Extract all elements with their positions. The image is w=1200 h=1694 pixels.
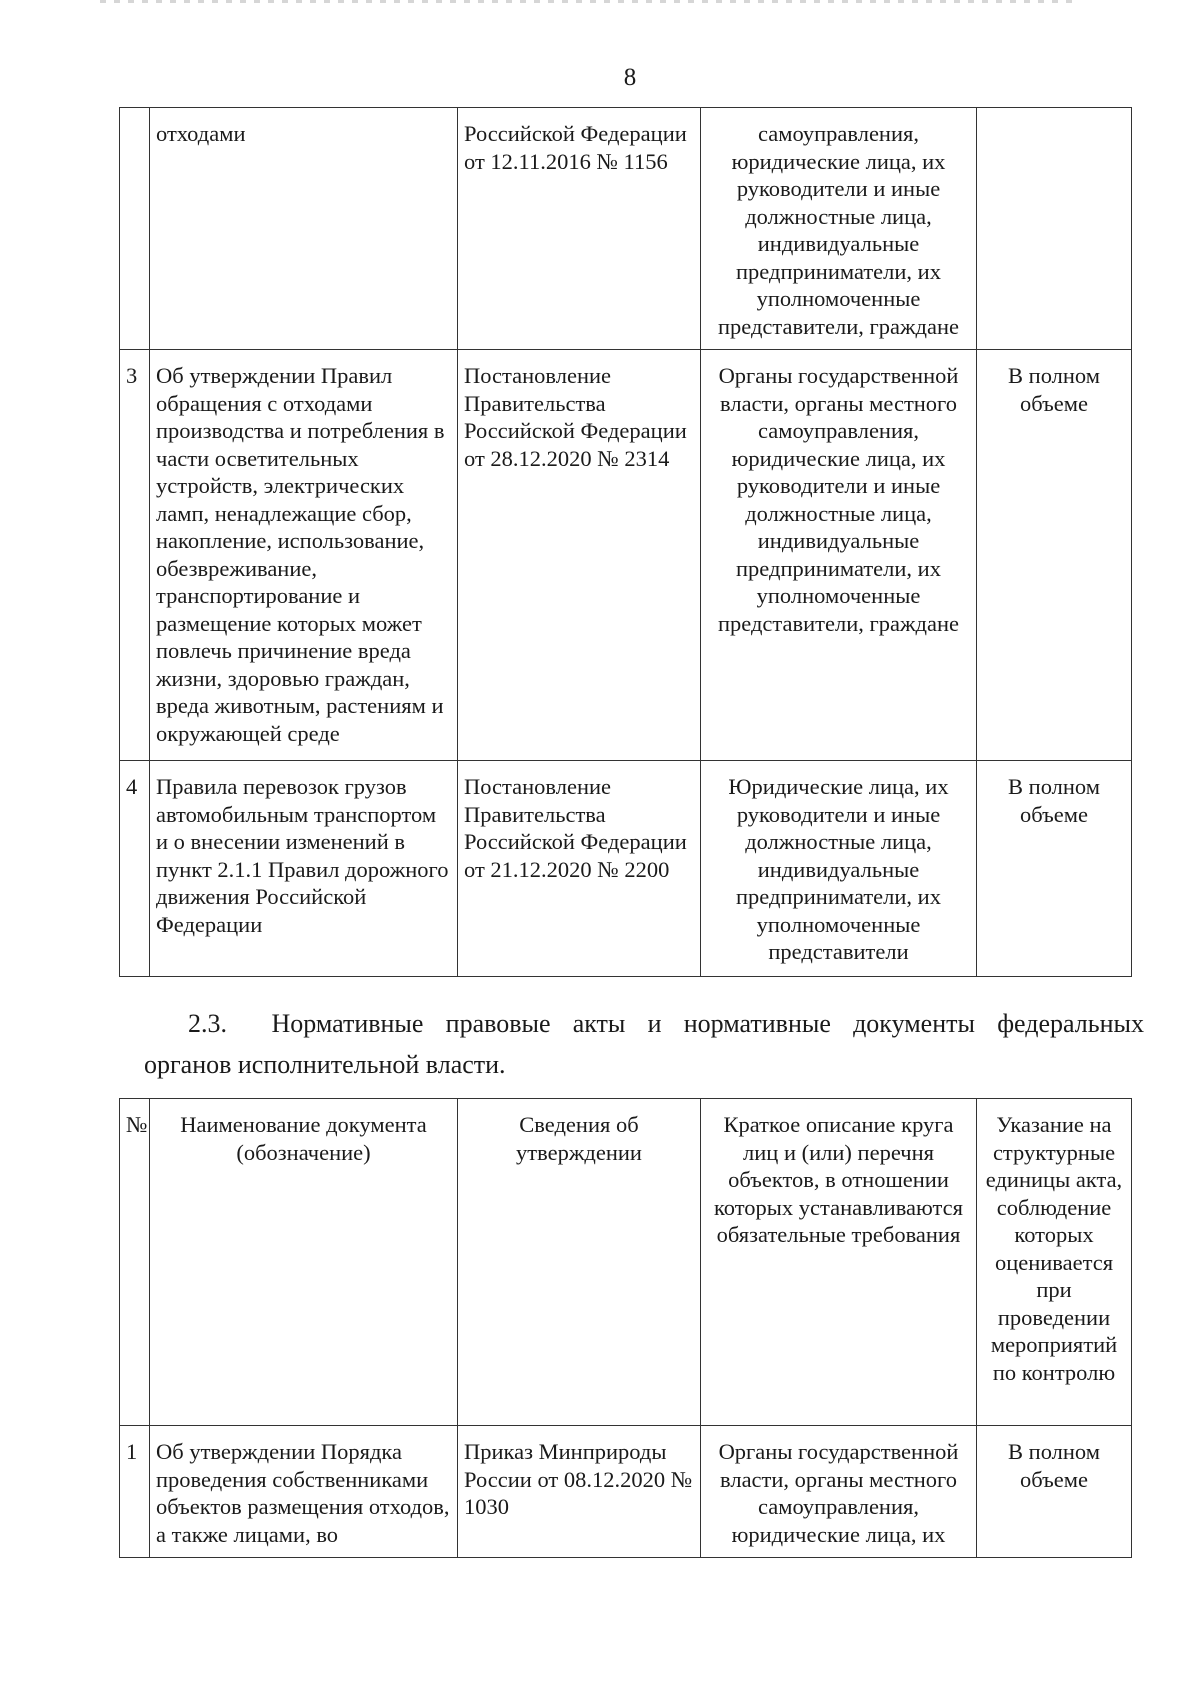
section-heading: [144, 1003, 1144, 1085]
structural-units: [977, 108, 1132, 350]
document-name: отходами: [150, 108, 458, 350]
document-name: Об утверждении Правил обращения с отходами производства и потребления в части осветительных устройств, электрических ламп, ненадлежащие сбор, накопление, использование, обезвреживание, транспортирование и размещение которых может повлечь причинение вреда жизни, здоровью граждан, вреда животным, растениям и окружающей среде: [150, 350, 458, 761]
table-row: [120, 1426, 1132, 1558]
page-number: 8: [623, 64, 637, 91]
scan-artifact: [100, 0, 1080, 3]
document-name: Правила перевозок грузов автомобильным транспортом и о внесении изменений в пункт 2.1.1 Правил дорожного движения Российской Федерации: [150, 761, 458, 977]
requirements-table-continued: [119, 107, 1132, 977]
federal-acts-table: [119, 1098, 1132, 1558]
header-approval-info: Сведения об утверждении: [458, 1099, 701, 1426]
structural-units: В полном объеме: [977, 761, 1132, 977]
structural-units: В полном объеме: [977, 1426, 1132, 1558]
document-name: Об утверждении Порядка проведения собственниками объектов размещения отходов, а также лицами, во: [150, 1426, 458, 1558]
table-row: [120, 350, 1132, 761]
structural-units: В полном объеме: [977, 350, 1132, 761]
table-header-row: [120, 1099, 1132, 1426]
row-number: 3: [120, 350, 150, 761]
section-number: 2.3.: [188, 1009, 227, 1038]
section-heading-line-1: [144, 1003, 1144, 1044]
approval-info: Постановление Правительства Российской Федерации от 28.12.2020 № 2314: [458, 350, 701, 761]
row-number: [120, 108, 150, 350]
approval-info: Российской Федерации от 12.11.2016 № 1156: [458, 108, 701, 350]
header-document-name: Наименование документа (обозначение): [150, 1099, 458, 1426]
row-number: 1: [120, 1426, 150, 1558]
section-title-part-2: органов исполнительной власти.: [144, 1050, 506, 1079]
persons-description: Органы государственной власти, органы местного самоуправления, юридические лица, их руководители и иные должностные лица, индивидуальные предприниматели, их уполномоченные представители, граждане: [701, 350, 977, 761]
section-title-part-1: Нормативные правовые акты и нормативные документы федеральных: [271, 1009, 1144, 1038]
table-row: [120, 761, 1132, 977]
header-number: №: [120, 1099, 150, 1426]
table-row: [120, 108, 1132, 350]
persons-description: самоуправления, юридические лица, их руководители и иные должностные лица, индивидуальные предприниматели, их уполномоченные представители, граждане: [701, 108, 977, 350]
persons-description: Органы государственной власти, органы местного самоуправления, юридические лица, их: [701, 1426, 977, 1558]
header-structural-units: Указание на структурные единицы акта, соблюдение которых оценивается при проведении мероприятий по контролю: [977, 1099, 1132, 1426]
persons-description: Юридические лица, их руководители и иные должностные лица, индивидуальные предприниматели, их уполномоченные представители: [701, 761, 977, 977]
row-number: 4: [120, 761, 150, 977]
approval-info: Постановление Правительства Российской Федерации от 21.12.2020 № 2200: [458, 761, 701, 977]
header-persons-description: Краткое описание круга лиц и (или) перечня объектов, в отношении которых устанавливаются обязательные требования: [701, 1099, 977, 1426]
approval-info: Приказ Минприроды России от 08.12.2020 № 1030: [458, 1426, 701, 1558]
